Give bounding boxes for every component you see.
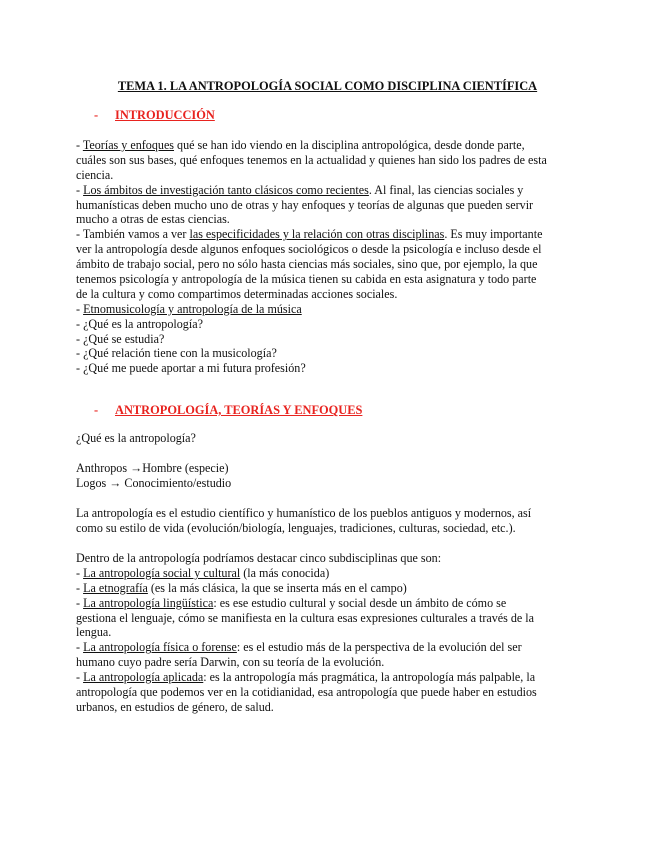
etymology-block <box>76 461 584 491</box>
text-line: Dentro de la antropología podríamos destacar cinco subdisciplinas que son: <box>76 551 442 565</box>
heading-label: ANTROPOLOGÍA, TEORÍAS Y ENFOQUES <box>115 403 363 417</box>
text-line: - También vamos a ver las especificidades y la relación con otras disciplinas. Es muy importante <box>76 227 543 242</box>
question-item: - ¿Qué me puede aportar a mi futura profesión? <box>76 361 306 376</box>
text-line: tenemos psicología y antropología de la música tienen su cabida en esta asignatura y todo parte <box>76 272 537 287</box>
text-line: de la cultura y como compartimos determinadas acciones sociales. <box>76 286 398 301</box>
underlined-term: Teorías y enfoques <box>82 138 175 152</box>
text-line: - Etnomusicología y antropología de la música <box>76 301 302 316</box>
underlined-term: La antropología lingüística <box>83 595 214 610</box>
etymology-line: Logos → Conocimiento/estudio <box>76 475 232 490</box>
antropologia-question <box>76 431 584 446</box>
text-line: La antropología es el estudio científico y humanístico de los pueblos antiguos y modernos, así <box>76 506 532 520</box>
heading-bullet: - <box>94 108 99 122</box>
text-line: ver la antropología desde algunos enfoques sociológicos o desde la psicología e incluso desde el <box>76 242 542 257</box>
section-heading-introduccion <box>94 108 215 122</box>
underlined-term: Etnomusicología y antropología de la música <box>83 301 302 316</box>
list-item: - La antropología física o forense: es el estudio más de la perspectiva de la evolución del ser <box>76 640 522 655</box>
text-line: como su estilo de vida (evolución/biología, lenguajes, tradiciones, culturas, sociedad, etc.). <box>76 520 516 535</box>
underlined-term: La antropología aplicada <box>83 670 204 685</box>
definition-paragraph <box>76 506 584 536</box>
introduccion-body <box>76 138 584 376</box>
text-line: mucho a otras de estas ciencias. <box>76 212 230 227</box>
text-line: urbanos, en estudios de género, de salud. <box>76 699 274 714</box>
heading-bullet: - <box>94 403 99 417</box>
list-item: - La antropología social y cultural (la más conocida) <box>76 565 330 580</box>
underlined-term: La antropología física o forense <box>83 640 237 655</box>
document-title: TEMA 1. LA ANTROPOLOGÍA SOCIAL COMO DISCIPLINA CIENTÍFICA <box>117 79 538 93</box>
question-item: - ¿Qué se estudia? <box>76 331 165 346</box>
arrow-icon: → <box>109 475 122 490</box>
text-line: antropología que podemos ver en la cotidianidad, esa antropología que puede haber en estudios <box>76 685 537 700</box>
text-line: - Teorías y enfoques qué se han ido viendo en la disciplina antropológica, desde donde parte, <box>76 138 525 152</box>
list-item: - La etnografía (es la más clásica, la que se inserta más en el campo) <box>76 580 407 595</box>
text-line: gestiona el lenguaje, cómo se manifiesta en la cultura esas expresiones culturales a través de la <box>76 610 535 625</box>
etymology-line: Anthropos →Hombre (especie) <box>76 461 229 475</box>
subdisciplines-list <box>76 551 584 715</box>
list-item: - La antropología lingüística: es ese estudio cultural y social desde un ámbito de cómo se <box>76 595 507 610</box>
heading-label: INTRODUCCIÓN <box>115 108 215 122</box>
underlined-term: las especificidades y la relación con otras disciplinas <box>189 227 445 242</box>
section-heading-antropologia <box>94 403 362 417</box>
text-line: - Los ámbitos de investigación tanto clásicos como recientes. Al final, las ciencias sociales y <box>76 182 524 197</box>
question-item: - ¿Qué relación tiene con la musicología? <box>76 346 277 361</box>
text-line: cuáles son sus bases, qué enfoques tenemos en la actualidad y quienes han sido los padres de esta <box>76 152 547 167</box>
text-line: ciencia. <box>76 167 114 182</box>
text-line: ¿Qué es la antropología? <box>76 431 196 445</box>
text-line: lengua. <box>76 625 112 640</box>
question-item: - ¿Qué es la antropología? <box>76 316 203 331</box>
underlined-term: Los ámbitos de investigación tanto clásicos como recientes <box>83 182 369 197</box>
text-line: humano cuyo padre sería Darwin, con su teoría de la evolución. <box>76 655 385 670</box>
underlined-term: La etnografía <box>83 580 148 595</box>
text-line: ámbito de trabajo social, pero no sólo hasta ciencias más sociales, sino que, por ejemplo, la que <box>76 257 538 272</box>
list-item: - La antropología aplicada: es la antropología más pragmática, la antropología más palpable, la <box>76 670 536 685</box>
text-line: humanísticas deben mucho uno de otras y hay enfoques y teorías de algunas que pueden servir <box>76 197 534 212</box>
arrow-icon: → <box>130 461 143 475</box>
underlined-term: La antropología social y cultural <box>83 565 241 580</box>
